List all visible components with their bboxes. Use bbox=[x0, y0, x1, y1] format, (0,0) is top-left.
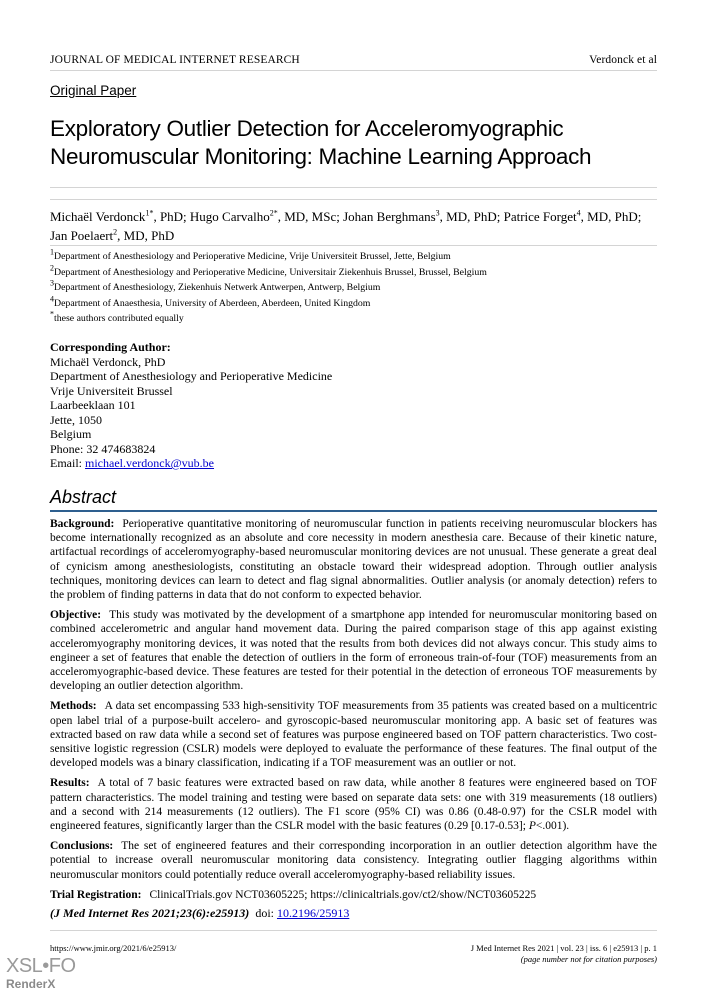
footer-note: (page number not for citation purposes) bbox=[520, 954, 657, 964]
p-value-label: P bbox=[528, 820, 536, 833]
section-label: Results: bbox=[50, 777, 90, 790]
author-name: Johan Berghmans bbox=[343, 209, 436, 224]
doi-label: doi: bbox=[255, 906, 274, 920]
email-label: Email: bbox=[50, 456, 85, 470]
abstract-divider bbox=[50, 510, 657, 512]
citation-line bbox=[50, 906, 349, 921]
author-degree: , MD, PhD; bbox=[580, 209, 642, 224]
title-divider-top bbox=[50, 187, 657, 188]
author-degree: , MD, MSc; bbox=[277, 209, 344, 224]
header-divider bbox=[50, 70, 657, 71]
author-divider bbox=[50, 245, 657, 246]
section-label: Conclusions: bbox=[50, 840, 114, 853]
author-list bbox=[50, 207, 660, 245]
title-divider-bottom bbox=[50, 199, 657, 200]
affiliation-item bbox=[50, 249, 660, 265]
section-text: This study was motivated by the development of a smartphone app intended for neuromuscular monitoring based on combined accelerometric and angular hand movement data. During the paired comparison stage of this app against existing acceleromyography monitoring devices, it was noted that the results from both devices did not always concur. This study aims to engineer a set of features that enable the detection of outliers in the form of erroneous train-of-four (TOF) measurements from an acceleromyographic-based device. These features are tested for their potential in the detection of erroneous TOF measurements by developing an outlier detection algorithm. bbox=[50, 609, 657, 693]
corresponding-line: Jette, 1050 bbox=[50, 412, 102, 427]
watermark-line1: XSL•FO bbox=[6, 955, 76, 977]
affiliation-text: Department of Anesthesiology and Perioperative Medicine, Vrije Universiteit Brussel, Jette, Belgium bbox=[54, 251, 451, 262]
footer-citation: J Med Internet Res 2021 | vol. 23 | iss. 6 | e25913 | p. 1 bbox=[470, 943, 657, 953]
abstract-methods bbox=[50, 699, 657, 770]
author-sup: 4 bbox=[576, 208, 581, 218]
abstract-body bbox=[50, 517, 657, 908]
affiliation-item bbox=[50, 280, 660, 296]
corresponding-line: Phone: 32 474683824 bbox=[50, 441, 156, 456]
footer-info bbox=[471, 943, 657, 965]
author-sup: 2 bbox=[113, 227, 118, 237]
author-name: Jan Poelaert bbox=[50, 228, 114, 243]
author-sup: 3 bbox=[435, 208, 440, 218]
author-sup: 2* bbox=[269, 208, 278, 218]
section-label: Objective: bbox=[50, 609, 102, 622]
section-label: Background: bbox=[50, 518, 115, 530]
affiliation-text: these authors contributed equally bbox=[54, 313, 184, 324]
abstract-heading: Abstract bbox=[50, 487, 117, 507]
author-degree: , MD, PhD bbox=[117, 228, 175, 243]
author-name: Hugo Carvalho bbox=[189, 209, 270, 224]
corresponding-line: Department of Anesthesiology and Perioperative Medicine bbox=[50, 369, 333, 383]
affiliation-item bbox=[50, 311, 660, 327]
affiliation-item bbox=[50, 296, 660, 312]
affiliation-sup: 4 bbox=[50, 294, 54, 304]
section-text: A total of 7 basic features were extracted based on raw data, while another 8 features were engineered based on TOF pattern characteristics. The model training and testing were based on separate data sets: one with 319 measurements (18 outliers) and a second with 214 measurements (12 outliers). The F1 score (95% CI) was 0.86 (0.48-0.97) for the CSLR model with engineered features, significantly larger than the CSLR model with the basic features (0.29 [0.17-0.53]; bbox=[50, 777, 657, 833]
section-text: A data set encompassing 533 high-sensitivity TOF measurements from 35 patients was created based on a multicentric open label trial of a purpose-built accelero- and gyroscopic-based neuromuscular monitoring app. A basic set of features was extracted based on raw data while a second set of features was purpose engineered based on TOF pattern characteristics. Two cost-sensitive logistic regression (CSLR) models were deployed to evaluate the performance of these features. The final output of the developed models was a binary classification, indicating if a TOF measurement was an outlier or not. bbox=[50, 700, 657, 770]
abstract-objective bbox=[50, 608, 657, 693]
affiliation-sup: * bbox=[50, 309, 54, 319]
section-text: Perioperative quantitative monitoring of neuromuscular function in patients receiving neuromuscular blockers has become internationally recognized as an absolute and core necessity in modern anesthesia care. Because of their kinetic nature, artifactual recordings of acceleromyography-based neuromuscular monitoring devices are not unusual. These generate a great deal of cynicism among anesthesiologists, constituting an obstacle toward their widespread adoption. Through outlier analysis techniques, monitoring devices can learn to detect and flag signal abnormalities. Outlier analysis (or anomaly detection) refers to the problem of finding patterns in data that do not conform to expected behavior. bbox=[50, 518, 657, 602]
page-title: Exploratory Outlier Detection for Acceleromyographic Neuromuscular Monitoring: Machine Learning Approach bbox=[50, 116, 592, 169]
abstract-conclusions bbox=[50, 839, 657, 882]
email-link[interactable]: michael.verdonck@vub.be bbox=[85, 456, 215, 470]
renderx-watermark bbox=[6, 956, 76, 990]
corresponding-line: Laarbeeklaan 101 bbox=[50, 398, 136, 412]
affiliation-item bbox=[50, 265, 660, 281]
author-degree: , MD, PhD; bbox=[439, 209, 504, 224]
author-degree: , PhD; bbox=[153, 209, 190, 224]
section-label: Methods: bbox=[50, 700, 97, 713]
citation-ref: (J Med Internet Res 2021;23(6):e25913) bbox=[50, 906, 250, 920]
section-text: ClinicalTrials.gov NCT03605225; https://clinicaltrials.gov/ct2/show/NCT03605225 bbox=[149, 888, 537, 901]
affiliation-sup: 3 bbox=[50, 278, 54, 288]
section-text-tail: <.001). bbox=[535, 820, 570, 833]
corresponding-line: Michaël Verdonck, PhD bbox=[50, 354, 166, 369]
section-text: The set of engineered features and their corresponding incorporation in an outlier detection algorithm have the potential to increase overall neuromuscular monitoring data consistency. Integrating outlier flagging algorithms within neuromuscular monitors could potentially reduce overall acceleromyography-based reliability issues. bbox=[50, 840, 657, 881]
affiliation-sup: 2 bbox=[50, 263, 54, 273]
corresponding-label: Corresponding Author: bbox=[50, 340, 171, 354]
abstract-trial-registration bbox=[50, 888, 657, 902]
author-name: Michaël Verdonck bbox=[50, 209, 146, 224]
abstract-background bbox=[50, 517, 657, 602]
affiliation-text: Department of Anaesthesia, University of Aberdeen, Aberdeen, United Kingdom bbox=[54, 297, 371, 309]
section-label: Trial Registration: bbox=[50, 888, 142, 901]
footer-url: https://www.jmir.org/2021/6/e25913/ bbox=[50, 943, 177, 953]
journal-name: JOURNAL OF MEDICAL INTERNET RESEARCH bbox=[50, 54, 300, 66]
article-type: Original Paper bbox=[50, 83, 137, 98]
doi-link[interactable]: 10.2196/25913 bbox=[276, 906, 350, 920]
affiliation-text: Department of Anesthesiology, Ziekenhuis Netwerk Antwerpen, Antwerp, Belgium bbox=[54, 282, 381, 293]
watermark-line2: RenderX bbox=[6, 977, 56, 991]
footer-divider bbox=[50, 930, 657, 931]
author-sup: 1* bbox=[145, 208, 154, 218]
author-name: Patrice Forget bbox=[503, 209, 577, 224]
affiliation-text: Department of Anesthesiology and Perioperative Medicine, Universitair Ziekenhuis Brussel, Brussel, Belgium bbox=[54, 266, 487, 278]
running-author: Verdonck et al bbox=[589, 54, 657, 66]
email-line bbox=[50, 456, 332, 471]
corresponding-author bbox=[50, 340, 332, 471]
abstract-results bbox=[50, 776, 657, 833]
corresponding-line: Vrije Universiteit Brussel bbox=[50, 383, 173, 398]
affiliation-sup: 1 bbox=[50, 247, 54, 257]
corresponding-line: Belgium bbox=[50, 427, 92, 441]
affiliation-list bbox=[50, 249, 660, 327]
